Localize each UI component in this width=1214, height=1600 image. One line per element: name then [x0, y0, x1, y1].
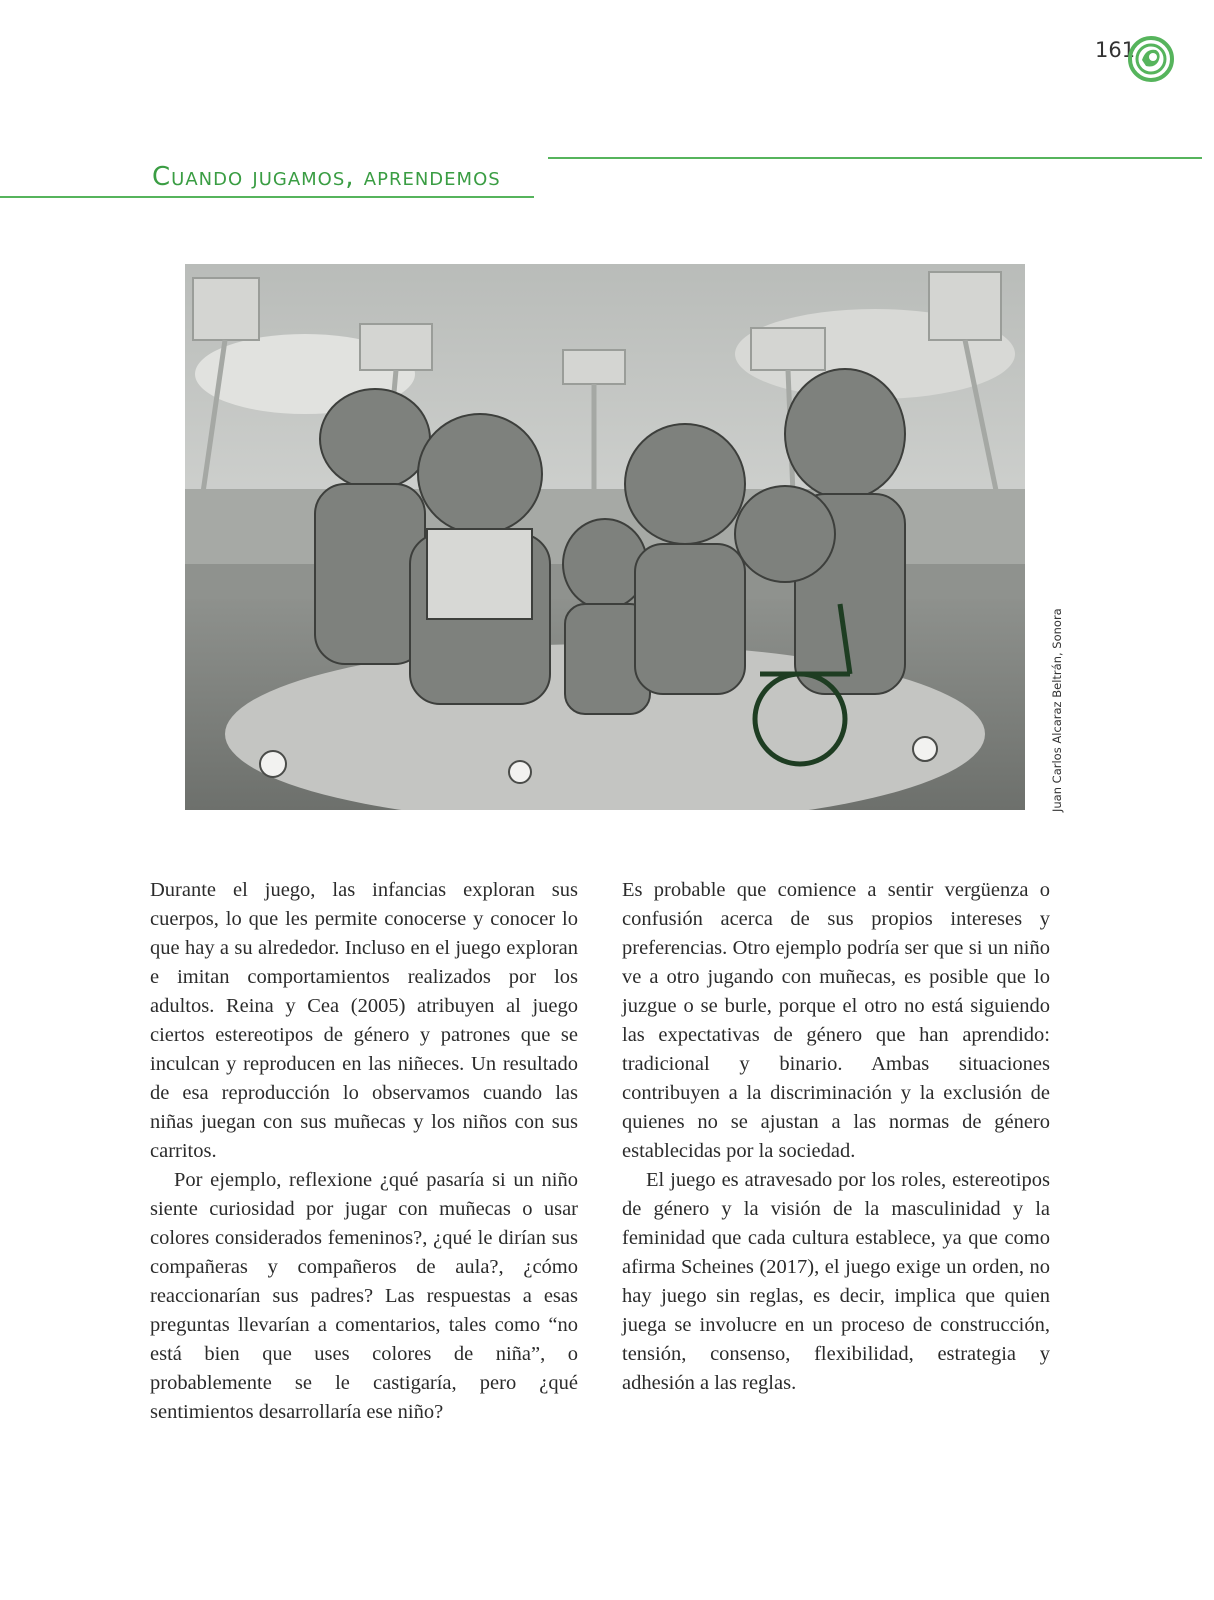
baseball-children-illustration — [185, 264, 1025, 810]
page-number: 161 — [1095, 38, 1136, 62]
body-left-column — [150, 876, 578, 1427]
section-title: Cuando jugamos, aprendemos — [152, 162, 501, 192]
header-rule-bottom — [0, 196, 534, 198]
paragraph: Por ejemplo, reflexione ¿qué pasaría si un niño siente curiosidad por jugar con muñecas o usar colores considerados femeninos?, ¿qué le dirían sus compañeras y compañeros de aula?, ¿cómo reaccionarían sus padres? Las respuestas a esas preguntas llevarían a comentarios, tales como “no está bien que uses colores de niña”, o probablemente se le castigaría, pero ¿qué sentimientos desarrollaría ese niño? — [150, 1169, 578, 1423]
circular-green-emblem-icon — [1128, 36, 1174, 82]
illustration-credit: Juan Carlos Alcaraz Beltrán, Sonora — [1050, 608, 1064, 812]
body-right-column — [622, 876, 1050, 1398]
paragraph: Durante el juego, las infancias exploran sus cuerpos, lo que les permite conocerse y conocer lo que hay a su alrededor. Incluso en el juego exploran e imitan comportamientos realizados por los adultos. Reina y Cea (2005) atribuyen al juego ciertos estereotipos de género y patrones que se inculcan y reproducen en las niñeces. Un resultado de esa reproducción lo observamos cuando las niñas juegan con sus muñecas y los niños con sus carritos. — [150, 879, 578, 1162]
header-rule-top — [548, 157, 1202, 159]
paragraph: Es probable que comience a sentir vergüenza o confusión acerca de sus propios intereses y preferencias. Otro ejemplo podría ser que si un niño ve a otro jugando con muñecas, es posible que lo juzgue o se burle, porque el otro no está siguiendo las expectativas de género que han aprendido: tradicional y binario. Ambas situaciones contribuyen a la discriminación y la exclusión de quienes no se ajustan a las normas de género establecidas por la sociedad. — [622, 879, 1050, 1162]
paragraph: El juego es atravesado por los roles, estereotipos de género y la visión de la masculinidad y la feminidad que cada cultura establece, ya que como afirma Scheines (2017), el juego exige un orden, no hay juego sin reglas, es decir, implica que quien juega se involucre en un proceso de construcción, tensión, consenso, flexibilidad, estrategia y adhesión a las reglas. — [622, 1169, 1050, 1394]
